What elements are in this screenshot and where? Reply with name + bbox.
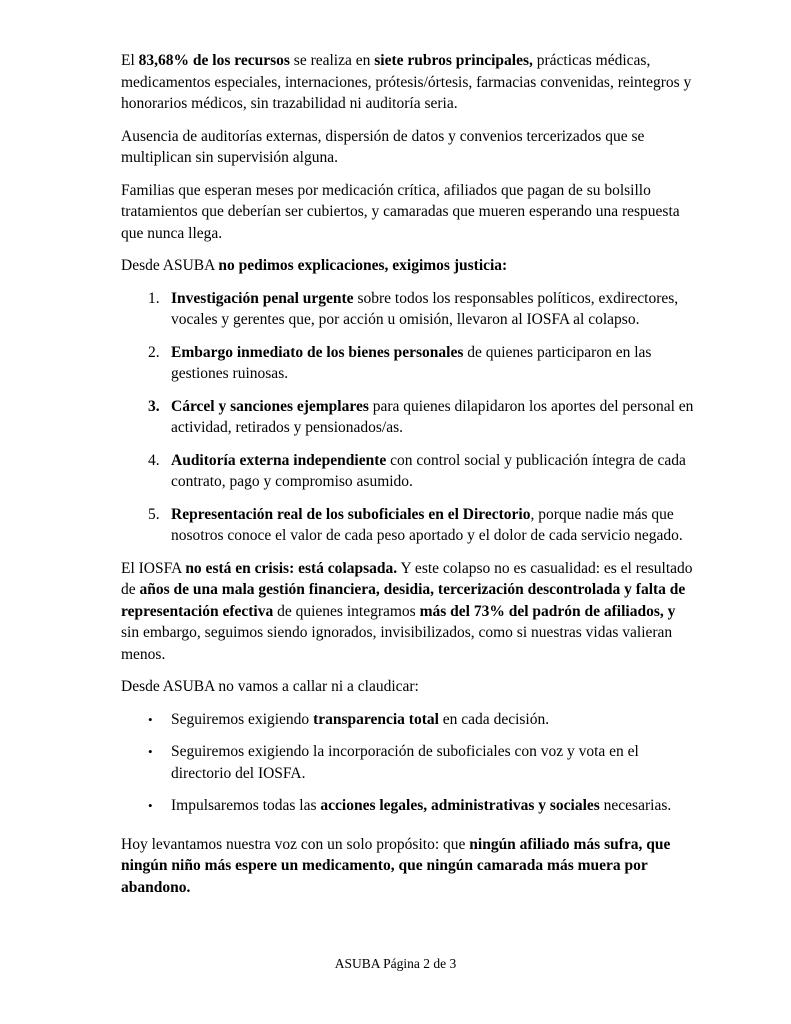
text-run: El [121,52,139,69]
list-number: 1. [148,289,160,307]
list-item-text [171,396,697,439]
bold-text-run: 83,68% de los recursos [138,52,290,69]
bullet-icon: • [148,711,153,727]
list-item [121,795,697,817]
list-item-text [171,709,697,731]
text-run: Seguiremos exigiendo la incorporación de suboficiales con voz y vota en el directorio del IOSFA. [171,743,639,782]
list-number: 5. [148,505,160,523]
text-run: en cada decisión. [438,710,550,728]
bold-text-run: Embargo inmediato de los bienes personales [171,343,464,361]
list-item-text [171,288,697,331]
bullet-list [121,709,697,817]
list-number: 2. [148,343,160,361]
text-run: Hoy levantamos nuestra voz con un solo propósito: que [121,835,470,853]
bold-text-run: transparencia total [313,710,439,728]
text-run: Ausencia de auditorías externas, dispersión de datos y convenios tercerizados que se multiplican sin supervisión alguna. [121,127,645,166]
paragraph [121,126,697,169]
paragraph [121,180,697,245]
list-item [121,450,697,493]
paragraph [121,558,697,666]
bold-text-run: siete rubros principales, [374,52,533,69]
paragraph [121,676,697,698]
list-item [121,396,697,439]
text-run: , porque nadie más que nosotros conoce el valor de cada peso aportado y el dolor de cada servicio negado. [171,505,683,544]
text-run: se realiza en [289,52,375,69]
list-item-text [171,342,697,385]
bold-text-run: no pedimos explicaciones, exigimos justicia: [218,257,508,274]
text-run: con control social y publicación íntegra de cada contrato, pago y compromiso asumido. [171,451,686,490]
list-item-text [171,450,697,493]
page-footer: ASUBA Página 2 de 3 [334,956,457,971]
bold-text-run: Cárcel y sanciones ejemplares [171,397,369,415]
list-item [121,709,697,731]
list-item-text [171,504,697,547]
bold-text-run: no está en crisis: está colapsada. [185,559,398,577]
bold-text-run: acciones legales, administrativas y sociales [320,797,600,814]
text-run: necesarias. [599,797,672,814]
text-run: Seguiremos exigiendo [171,710,314,728]
document-body [121,50,697,909]
list-item [121,741,697,784]
list-item [121,504,697,547]
text-run: Y este colapso no es casualidad: es el resultado de [121,559,693,598]
text-run: El IOSFA [121,559,186,577]
text-run: Desde ASUBA no vamos a callar ni a claudicar: [121,678,419,695]
list-item-text [171,795,697,817]
text-run: Desde ASUBA [121,257,219,274]
text-run: sobre todos los responsables políticos, exdirectores, vocales y gerentes que, por acción u omisión, llevaron al IOSFA al colapso. [171,289,679,328]
text-run: sin embargo, seguimos siendo ignorados, invisibilizados, como si nuestras vidas valieran menos. [121,624,673,663]
list-number: 3. [148,397,160,415]
bold-text-run: años de una mala gestión financiera, desidia, tercerización descontrolada y falta de representación efectiva [121,581,686,620]
bold-text-run: Auditoría externa independiente [171,451,387,469]
bold-text-run: ningún afiliado más sufra, que ningún niño más espere un medicamento, que ningún camarada más muera por abandono. [121,835,671,896]
text-run: Impulsaremos todas las [171,797,321,814]
bullet-icon: • [148,798,153,813]
text-run: prácticas médicas, medicamentos especiales, internaciones, prótesis/órtesis, farmacias convenidas, reintegros y honorarios médicos, sin trazabilidad ni auditoría seria. [121,52,692,112]
text-run: de quienes participaron en las gestiones ruinosas. [171,343,652,382]
text-run: para quienes dilapidaron los aportes del personal en actividad, retirados y pensionados/as. [171,397,694,436]
paragraph [121,255,697,277]
bold-text-run: más del 73% del padrón de afiliados, y [419,602,676,620]
bullet-icon: • [148,744,153,759]
bold-text-run: Investigación penal urgente [171,289,354,307]
ordered-list [121,288,697,547]
text-run: de quienes integramos [273,602,420,620]
list-item [121,288,697,331]
paragraph [121,834,697,899]
list-item [121,342,697,385]
text-run: Familias que esperan meses por medicación crítica, afiliados que pagan de su bolsillo tratamientos que deberían ser cubiertos, y camaradas que mueren esperando una respuesta que nunca llega. [121,181,680,242]
bold-text-run: Representación real de los suboficiales en el Directorio [171,505,531,523]
list-item-text [171,741,697,784]
paragraph [121,50,697,115]
list-number: 4. [148,451,160,469]
